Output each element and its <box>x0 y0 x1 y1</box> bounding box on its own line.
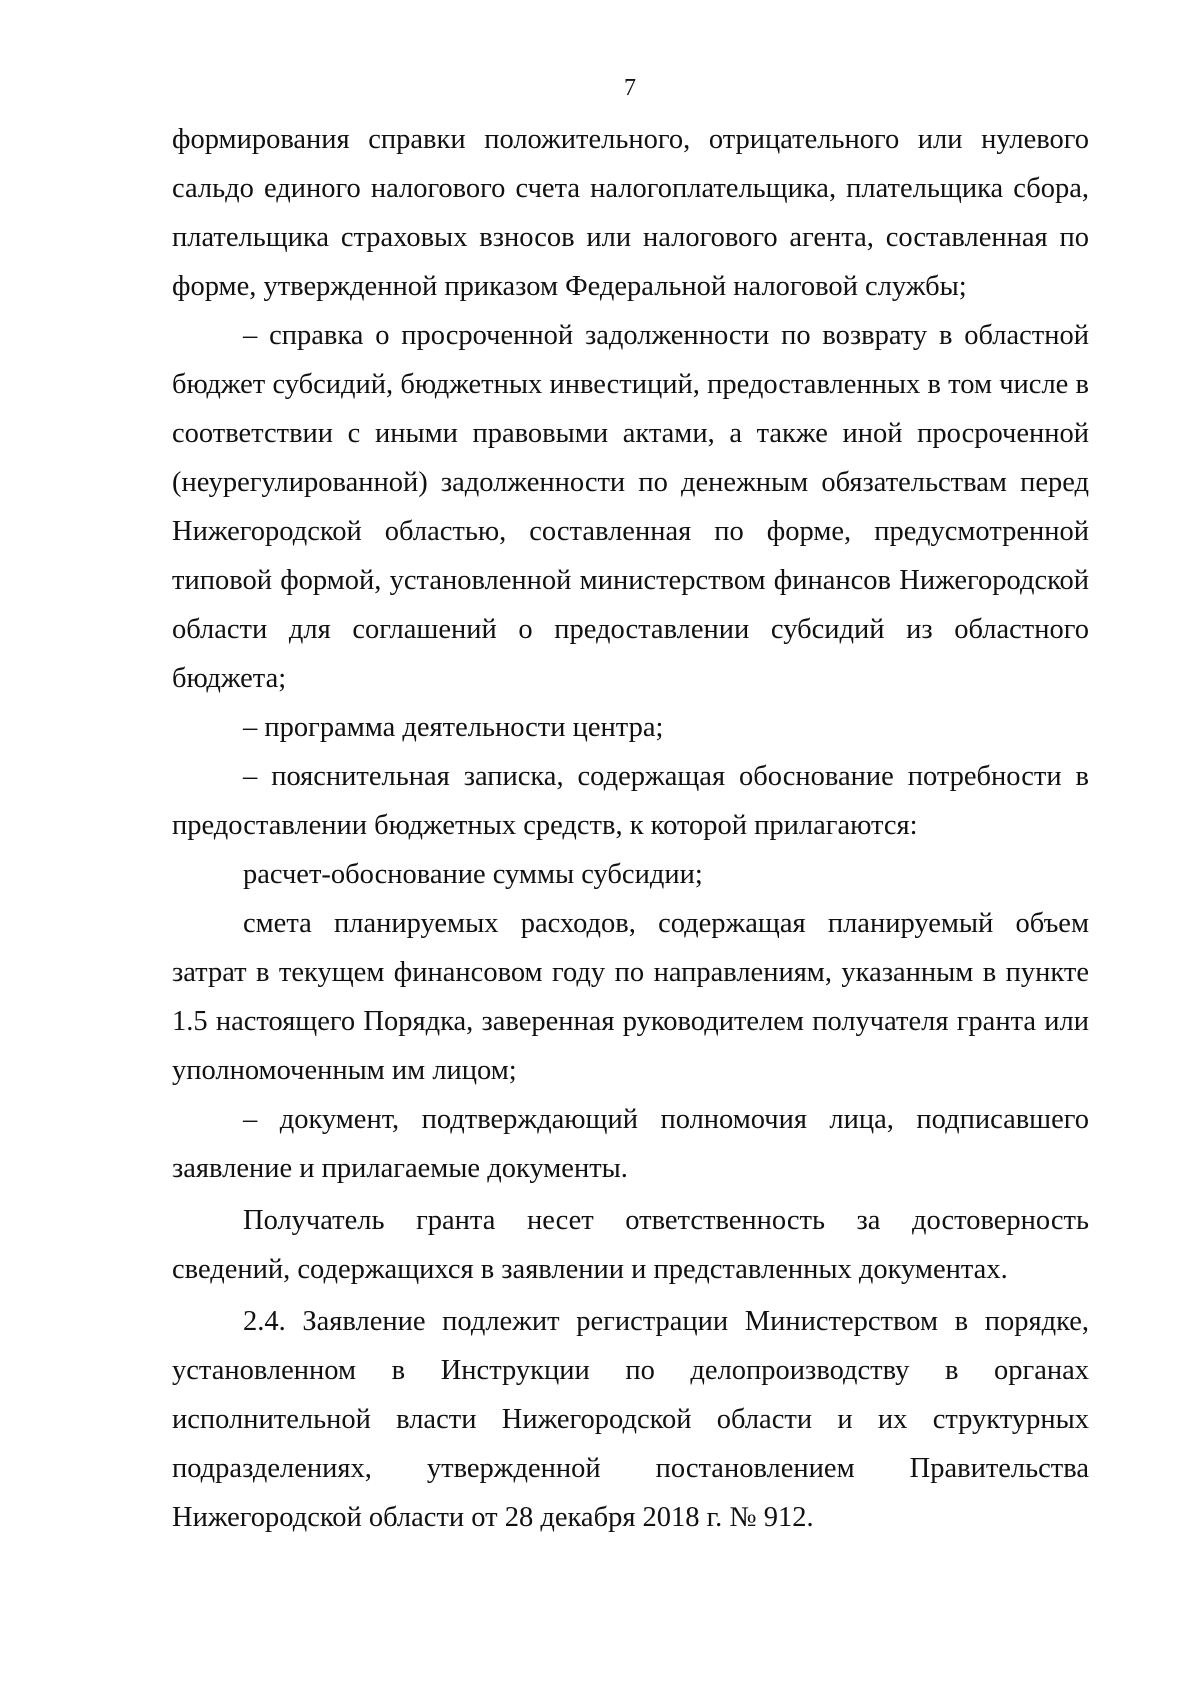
paragraph-center-program: – программа деятельности центра; <box>243 712 664 743</box>
paragraph-authority-document: – документ, подтверждающий полномочия лица, подписавшего заявление и прилагаемые документы. <box>172 1104 1089 1184</box>
paragraph-subsidy-calculation: расчет-обоснование суммы субсидии; <box>243 859 703 890</box>
paragraph-tax-certificate-continuation: формирования справки положительного, отрицательного или нулевого сальдо единого налогового счета налогоплательщика, плательщика сбора, плательщика страховых взносов или налогового агента, составленная по форме, утвержденной приказом Федеральной налоговой службы; <box>172 124 1089 302</box>
paragraph-overdue-debt-certificate: – справка о просроченной задолженности по возврату в областной бюджет субсидий, бюджетных инвестиций, предоставленных в том числе в соответствии с иными правовыми актами, а также иной просроченной (неурегулированной) задолженности по денежным обязательствам перед Нижегородской областью, составленная по форме, предусмотренной типовой формой, установленной министерством финансов Нижегородской области для соглашений о предоставлении субсидий из областного бюджета; <box>172 320 1089 694</box>
paragraph-responsibility: Получатель гранта несет ответственность за достоверность сведений, содержащихся в заявлении и представленных документах. <box>172 1205 1089 1285</box>
document-body <box>172 115 1089 1542</box>
paragraph-section-2-4: 2.4. Заявление подлежит регистрации Министерством в порядке, установленном в Инструкции по делопроизводству в органах исполнительной власти Нижегородской области и их структурных подразделениях, утвержденной постановлением Правительства Нижегородской области от 28 декабря 2018 г. № 912. <box>172 1306 1089 1533</box>
paragraph-explanatory-note: – пояснительная записка, содержащая обоснование потребности в предоставлении бюджетных средств, к которой прилагаются: <box>172 761 1089 841</box>
paragraph-expense-estimate: смета планируемых расходов, содержащая планируемый объем затрат в текущем финансовом году по направлениям, указанным в пункте 1.5 настоящего Порядка, заверенная руководителем получателя гранта или уполномоченным им лицом; <box>172 908 1089 1086</box>
page-number: 7 <box>624 75 636 101</box>
